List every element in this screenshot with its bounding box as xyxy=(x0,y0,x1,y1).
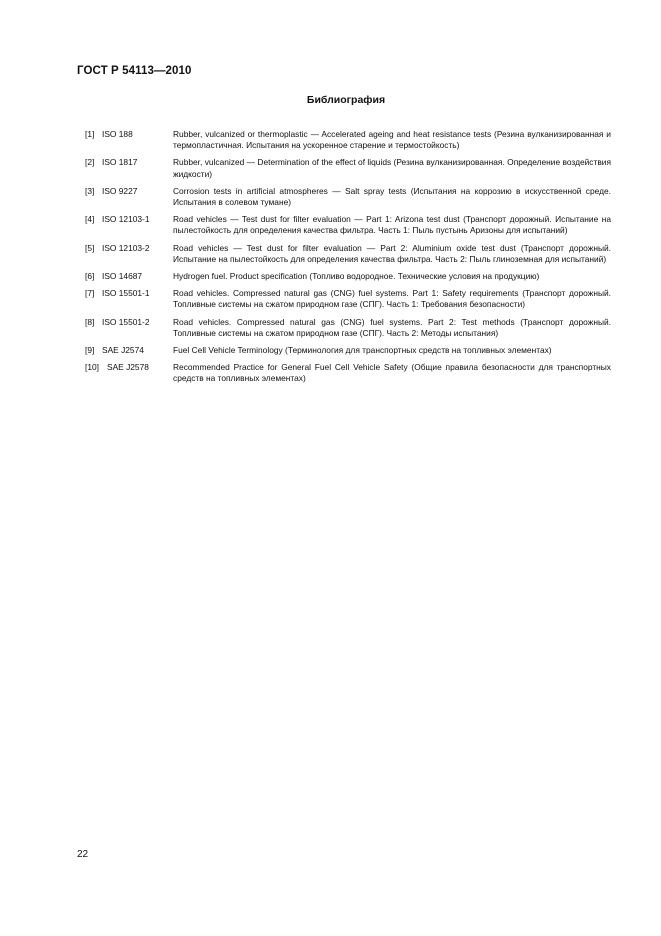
reference-item xyxy=(85,129,611,151)
reference-standard: ISO 15501-2 xyxy=(102,316,150,327)
reference-text: Hydrogen fuel. Product specification (Топливо водородное. Технические условия на продукцию) xyxy=(173,271,540,282)
reference-number: [5] xyxy=(85,242,95,253)
reference-item xyxy=(85,271,611,282)
reference-item xyxy=(85,288,611,310)
reference-standard: SAE J2578 xyxy=(107,362,149,373)
reference-text: Recommended Practice for General Fuel Cell Vehicle Safety (Общие правила безопасности для транспортных средств на топливных элементах) xyxy=(173,362,611,384)
reference-text: Corrosion tests in artificial atmospheres — Salt spray tests (Испытания на коррозию в искусственной среде. Испытания в солевом тумане) xyxy=(173,185,611,208)
reference-standard: ISO 15501-1 xyxy=(102,288,150,299)
reference-standard: ISO 9227 xyxy=(102,185,138,196)
document-code: ГОСТ Р 54113—2010 xyxy=(77,65,192,77)
reference-list xyxy=(85,129,611,391)
reference-text: Rubber, vulcanized — Determination of the effect of liquids (Резина вулканизированная. Определение воздействия жидкости) xyxy=(173,157,611,179)
reference-standard: ISO 12103-2 xyxy=(102,242,150,253)
reference-item xyxy=(85,157,611,179)
reference-item xyxy=(85,186,611,208)
reference-text: Fuel Cell Vehicle Terminology (Терминология для транспортных средств на топливных элементах) xyxy=(173,345,552,356)
reference-standard: SAE J2574 xyxy=(102,345,144,356)
bibliography-title: Библиография xyxy=(306,94,386,106)
reference-text: Rubber, vulcanized or thermoplastic — Accelerated ageing and heat resistance tests (Резина вулканизированная и термопластичная. Испытания на ускоренное старение и термостойкость) xyxy=(173,129,611,151)
reference-number: [2] xyxy=(85,157,95,168)
reference-standard: ISO 188 xyxy=(102,129,133,139)
reference-standard: ISO 12103-1 xyxy=(102,214,150,225)
reference-number: [3] xyxy=(85,185,95,196)
reference-standard: ISO 14687 xyxy=(102,271,143,282)
reference-item xyxy=(85,214,611,236)
reference-standard: ISO 1817 xyxy=(102,157,138,168)
reference-number: [7] xyxy=(85,288,95,299)
reference-text: Road vehicles — Test dust for filter evaluation — Part 2: Aluminium oxide test dust (Транспорт дорожный. Испытание на пылестойкость для определения качества фильтра. Часть 2: Пыль глиноземная для испытаний) xyxy=(173,242,611,264)
reference-item xyxy=(85,243,611,265)
reference-text: Road vehicles. Compressed natural gas (CNG) fuel systems. Part 2: Test methods (Транспорт дорожный. Топливные системы на сжатом природном газе (СПГ). Часть 2: Методы испытания) xyxy=(173,316,611,338)
reference-number: [10] xyxy=(85,362,99,373)
reference-text: Road vehicles. Compressed natural gas (CNG) fuel systems. Part 1: Safety requirements (Транспорт дорожный. Топливные системы на сжатом природном газе (СПГ). Часть 1: Требования безопасности) xyxy=(173,288,611,310)
reference-number: [4] xyxy=(85,214,95,225)
reference-text: Road vehicles — Test dust for filter evaluation — Part 1: Arizona test dust (Транспорт дорожный. Испытание на пылестойкость для определения качества фильтра. Часть 1: Пыль пустынь Аризоны для испытаний) xyxy=(173,214,611,236)
reference-number: [1] xyxy=(85,129,95,139)
reference-number: [6] xyxy=(85,271,95,282)
reference-item xyxy=(85,362,611,384)
reference-item xyxy=(85,345,611,356)
reference-number: [8] xyxy=(85,316,95,327)
reference-number: [9] xyxy=(85,345,95,356)
reference-item xyxy=(85,317,611,339)
page-number: 22 xyxy=(77,849,89,860)
